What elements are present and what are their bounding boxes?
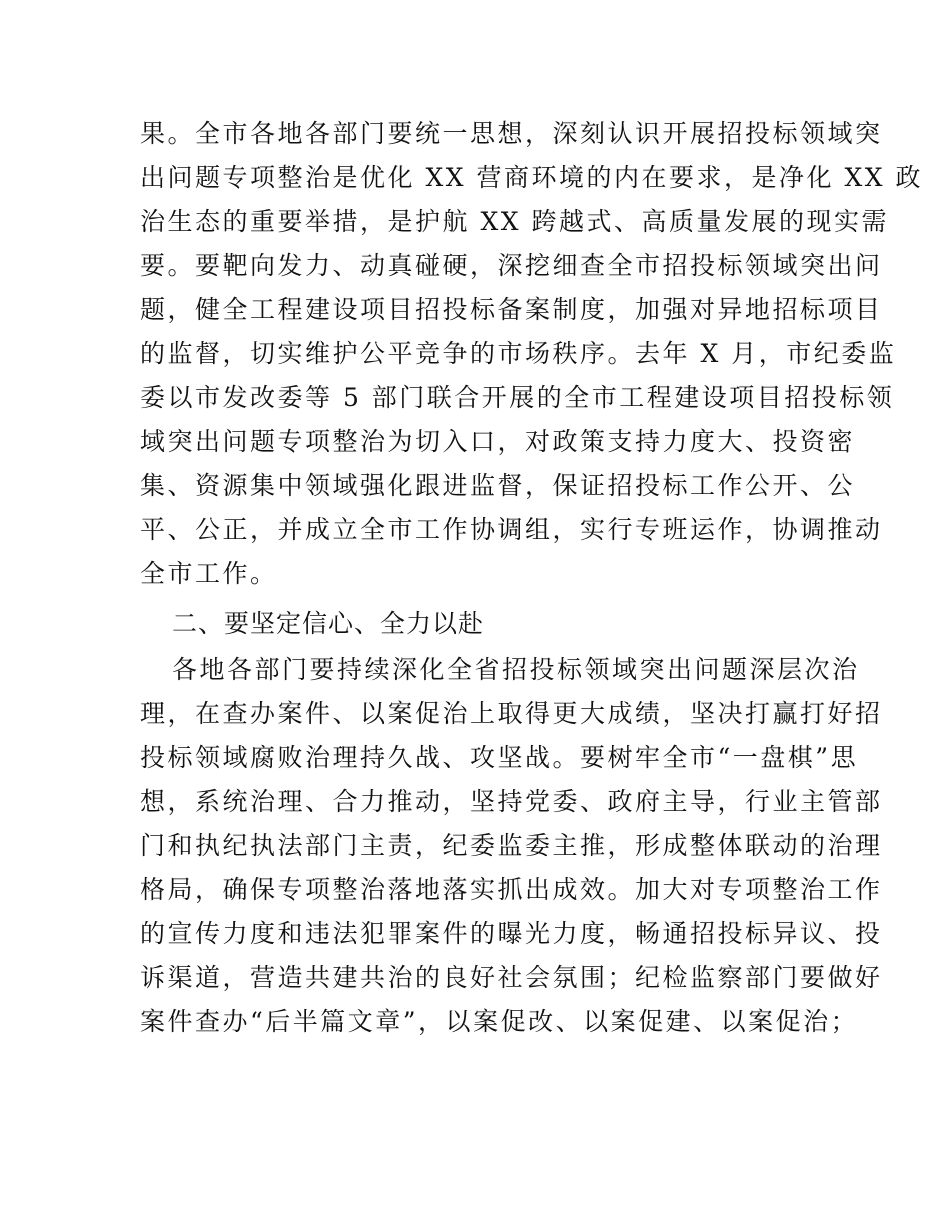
text-line: 各地各部门要持续深化全省招投标领域突出问题深层次治 [172, 655, 860, 684]
text-line: 全市工作。 [140, 559, 278, 588]
text-line: 的监督，切实维护公平竞争的市场秩序。去年 X 月，市纪委监 [140, 339, 897, 368]
text-line: 集、资源集中领域强化跟进监督，保证招投标工作公开、公 [140, 471, 856, 500]
text-line: 投标领域腐败治理持久战、攻坚战。要树牢全市“一盘棋”思 [140, 743, 859, 772]
text-line: 域突出问题专项整治为切入口，对政策支持力度大、投资密 [140, 427, 856, 456]
text-line: 委以市发改委等 5 部门联合开展的全市工程建设项目招投标领 [140, 383, 895, 412]
section-heading: 二、要坚定信心、全力以赴 [172, 609, 485, 638]
text-line: 题，健全工程建设项目招投标备案制度，加强对异地招标项目 [140, 295, 883, 324]
paragraph-2 [140, 648, 883, 1044]
text-line: 诉渠道，营造共建共治的良好社会氛围；纪检监察部门要做好 [140, 963, 883, 992]
text-line: 平、公正，并成立全市工作协调组，实行专班运作，协调推动 [140, 515, 883, 544]
text-line: 果。全市各地各部门要统一思想，深刻认识开展招投标领域突 [140, 119, 883, 148]
text-line: 出问题专项整治是优化 XX 营商环境的内在要求，是净化 XX 政 [140, 163, 923, 192]
text-line: 格局，确保专项整治落地落实抓出成效。加大对专项整治工作 [140, 875, 883, 904]
text-line: 案件查办“后半篇文章”，以案促改、以案促建、以案促治； [140, 1007, 859, 1036]
text-line: 治生态的重要举措，是护航 XX 跨越式、高质量发展的现实需 [140, 207, 889, 236]
text-line: 想，系统治理、合力推动，坚持党委、政府主导，行业主管部 [140, 787, 883, 816]
document-body [140, 112, 923, 1044]
paragraph-1 [140, 112, 923, 596]
text-line: 的宣传力度和违法犯罪案件的曝光力度，畅通招投标异议、投 [140, 919, 883, 948]
text-line: 要。要靶向发力、动真碰硬，深挖细查全市招投标领域突出问 [140, 251, 883, 280]
text-line: 门和执纪执法部门主责，纪委监委主推，形成整体联动的治理 [140, 831, 883, 860]
text-line: 理，在查办案件、以案促治上取得更大成绩，坚决打赢打好招 [140, 699, 883, 728]
